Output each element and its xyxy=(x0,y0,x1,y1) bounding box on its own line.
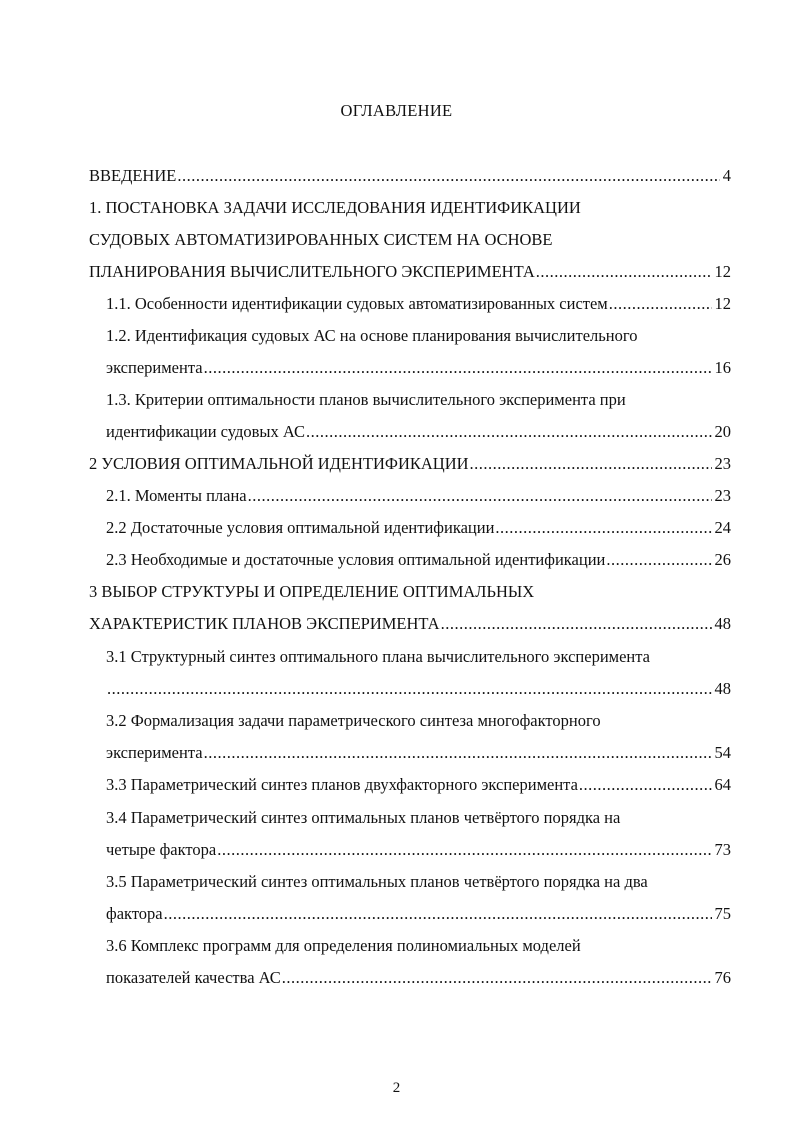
toc-entry-title: 3.4 Параметрический синтез оптимальных планов четвёртого порядка на xyxy=(106,808,621,827)
toc-entry-title: 1.1. Особенности идентификации судовых автоматизированных систем xyxy=(106,294,608,313)
toc-entry-title: четыре фактора xyxy=(106,840,217,859)
toc-section-3-5-line-2[interactable] xyxy=(0,902,793,926)
toc-chapter-3-line-1[interactable] xyxy=(0,580,793,604)
toc-chapter-3-line-2[interactable] xyxy=(0,612,793,636)
toc-section-3-2-line-1[interactable] xyxy=(0,709,793,733)
toc-entry-title: эксперимента xyxy=(106,358,203,377)
toc-page-number: 26 xyxy=(714,550,731,569)
toc-chapter-1-line-2[interactable] xyxy=(0,228,793,252)
toc-entry-title: 1. ПОСТАНОВКА ЗАДАЧИ ИССЛЕДОВАНИЯ ИДЕНТИФИКАЦИИ xyxy=(89,198,581,217)
dot-leader xyxy=(441,612,712,636)
dot-leader xyxy=(495,516,711,540)
toc-entry-title: 3.5 Параметрический синтез оптимальных планов четвёртого порядка на два xyxy=(106,872,648,891)
toc-page-number: 64 xyxy=(714,775,731,794)
toc-page-number: 20 xyxy=(714,422,731,441)
toc-section-3-1-line-2[interactable] xyxy=(0,677,793,701)
toc-entry-title: 1.3. Критерии оптимальности планов вычислительного эксперимента при xyxy=(106,390,626,409)
toc-page-number: 24 xyxy=(714,518,731,537)
toc-entry-title: фактора xyxy=(106,904,163,923)
toc-section-3-5-line-1[interactable] xyxy=(0,870,793,894)
toc-entry-title: 2.1. Моменты плана xyxy=(106,486,247,505)
toc-page-number: 16 xyxy=(714,358,731,377)
page-number: 2 xyxy=(392,1080,401,1096)
toc-entry-title: 2.2 Достаточные условия оптимальной идентификации xyxy=(106,518,495,537)
toc-section-3-2-line-2[interactable] xyxy=(0,741,793,765)
toc-chapter-2[interactable] xyxy=(0,452,793,476)
toc-section-1-3-line-1[interactable] xyxy=(0,388,793,412)
toc-entry-title: показателей качества АС xyxy=(106,968,281,987)
toc-section-3-3[interactable] xyxy=(0,773,793,797)
page-title: ОГЛАВЛЕНИЕ xyxy=(340,101,453,120)
toc-section-3-1-line-1[interactable] xyxy=(0,645,793,669)
toc-section-3-4-line-2[interactable] xyxy=(0,838,793,862)
toc-page-number: 12 xyxy=(714,294,731,313)
dot-leader xyxy=(217,838,711,862)
toc-section-3-6-line-1[interactable] xyxy=(0,934,793,958)
toc-section-1-3-line-2[interactable] xyxy=(0,420,793,444)
dot-leader xyxy=(164,902,712,926)
toc-entry-title: ХАРАКТЕРИСТИК ПЛАНОВ ЭКСПЕРИМЕНТА xyxy=(89,614,440,633)
toc-page-number: 76 xyxy=(714,968,731,987)
toc-section-2-3[interactable] xyxy=(0,548,793,572)
dot-leader xyxy=(536,260,712,284)
toc-page-number: 48 xyxy=(714,679,731,698)
toc-section-1-2-line-1[interactable] xyxy=(0,324,793,348)
toc-entry-title: 3.2 Формализация задачи параметрического синтеза многофакторного xyxy=(106,711,601,730)
toc-page-number: 23 xyxy=(714,486,731,505)
toc-section-3-4-line-1[interactable] xyxy=(0,806,793,830)
toc-entry-title: 2 УСЛОВИЯ ОПТИМАЛЬНОЙ ИДЕНТИФИКАЦИИ xyxy=(89,454,469,473)
toc-page-number: 12 xyxy=(714,262,731,281)
toc-page-number: 23 xyxy=(714,454,731,473)
toc-page-number: 54 xyxy=(714,743,731,762)
toc-entry-title: СУДОВЫХ АВТОМАТИЗИРОВАННЫХ СИСТЕМ НА ОСНОВЕ xyxy=(89,230,553,249)
toc-section-2-2[interactable] xyxy=(0,516,793,540)
dot-leader xyxy=(282,966,712,990)
toc-entry-title: 1.2. Идентификация судовых АС на основе планирования вычислительного xyxy=(106,326,638,345)
toc-entry-title: 3.3 Параметрический синтез планов двухфакторного эксперимента xyxy=(106,775,578,794)
toc-page-number: 48 xyxy=(714,614,731,633)
toc-section-2-1[interactable] xyxy=(0,484,793,508)
toc-entry-title: 3 ВЫБОР СТРУКТУРЫ И ОПРЕДЕЛЕНИЕ ОПТИМАЛЬНЫХ xyxy=(89,582,535,601)
dot-leader xyxy=(107,677,712,701)
toc-chapter-1-line-3[interactable] xyxy=(0,260,793,284)
toc-entry-title: идентификации судовых АС xyxy=(106,422,305,441)
dot-leader xyxy=(204,356,712,380)
toc-page-number: 73 xyxy=(714,840,731,859)
dot-leader xyxy=(306,420,712,444)
toc-entry-title: 2.3 Необходимые и достаточные условия оптимальной идентификации xyxy=(106,550,606,569)
toc-chapter-1-line-1[interactable] xyxy=(0,196,793,220)
toc-entry-title: эксперимента xyxy=(106,743,203,762)
toc-entry-title: ВВЕДЕНИЕ xyxy=(89,166,177,185)
dot-leader xyxy=(248,484,712,508)
dot-leader xyxy=(579,773,712,797)
dot-leader xyxy=(177,164,719,188)
dot-leader xyxy=(204,741,712,765)
toc-entry-introduction[interactable] xyxy=(0,164,793,188)
dot-leader xyxy=(609,292,712,316)
toc-page-number: 75 xyxy=(714,904,731,923)
toc-page-number: 4 xyxy=(722,166,731,185)
toc-section-1-2-line-2[interactable] xyxy=(0,356,793,380)
dot-leader xyxy=(606,548,711,572)
toc-entry-title: ПЛАНИРОВАНИЯ ВЫЧИСЛИТЕЛЬНОГО ЭКСПЕРИМЕНТА xyxy=(89,262,535,281)
toc-entry-title: 3.6 Комплекс программ для определения полиномиальных моделей xyxy=(106,936,581,955)
toc-section-3-6-line-2[interactable] xyxy=(0,966,793,990)
dot-leader xyxy=(470,452,712,476)
toc-entry-title: 3.1 Структурный синтез оптимального плана вычислительного эксперимента xyxy=(106,647,650,666)
toc-section-1-1[interactable] xyxy=(0,292,793,316)
